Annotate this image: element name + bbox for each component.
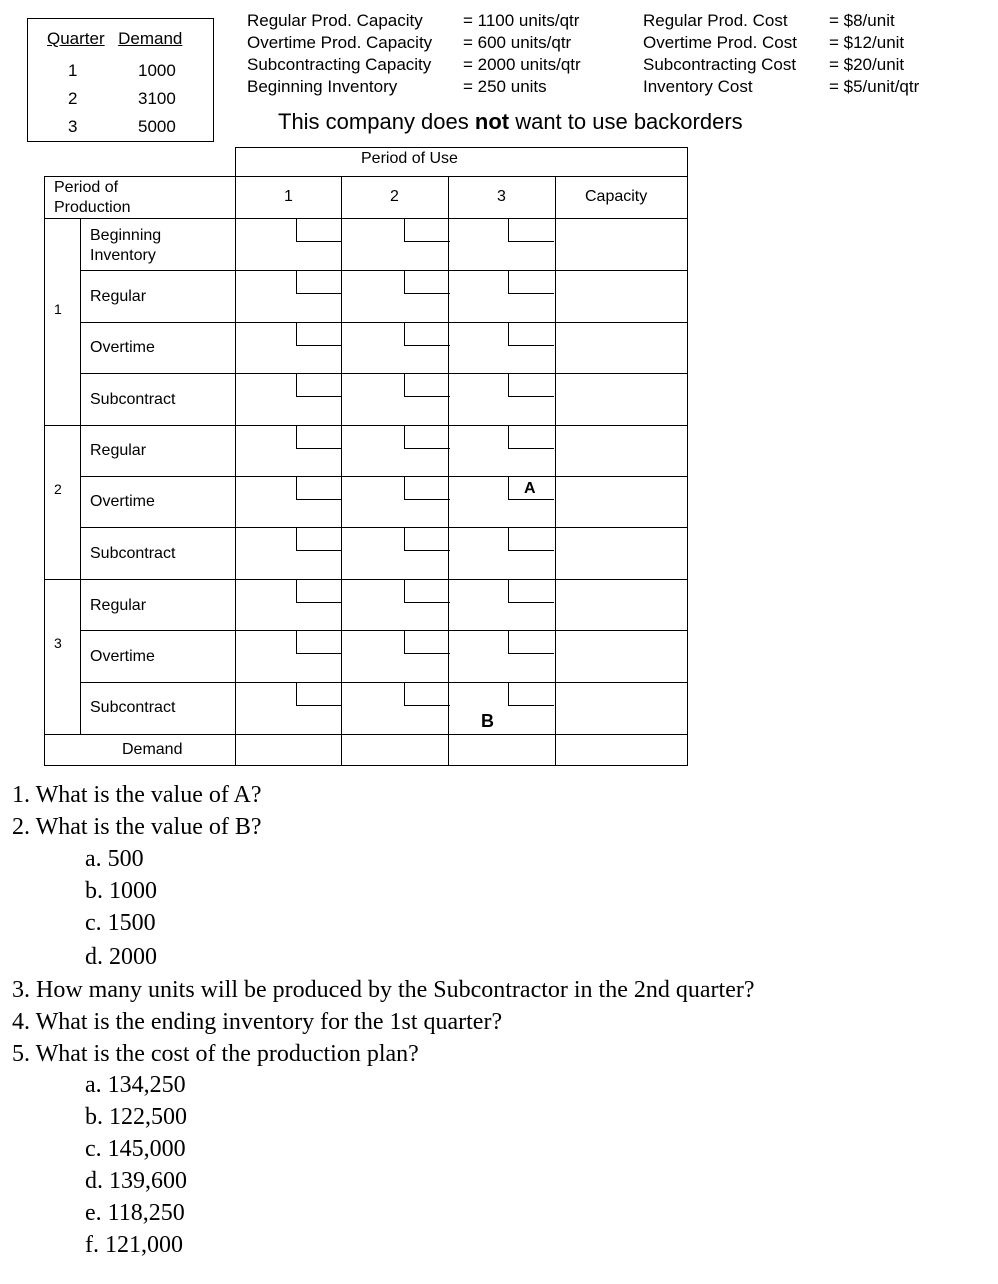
table-border: [44, 734, 688, 735]
table-border: [235, 147, 688, 148]
cost-value: = $8/unit: [829, 11, 895, 30]
table-border: [80, 476, 688, 477]
backorder-note: [278, 109, 743, 135]
table-border: [44, 425, 688, 426]
table-border: [235, 147, 236, 766]
answer-option: b. 1000: [85, 878, 157, 904]
period-number: 3: [54, 635, 62, 651]
period-of-use-header: Period of Use: [361, 150, 458, 167]
answer-option: c. 1500: [85, 910, 156, 936]
row-label-subcontract: Subcontract: [90, 699, 176, 716]
column-header: 3: [497, 188, 506, 205]
question-5: 5. What is the cost of the production plan?: [12, 1041, 419, 1067]
table-border: [448, 176, 449, 766]
unit-cost-box: [508, 631, 554, 654]
demand-cell: 3100: [138, 89, 176, 108]
cost-label: Overtime Prod. Cost: [643, 33, 797, 52]
cost-label: Subcontracting Cost: [643, 55, 797, 74]
unit-cost-box: [296, 374, 342, 397]
table-border: [80, 218, 81, 734]
period-of-production-header: Period of Production: [54, 179, 131, 216]
unit-cost-box: [296, 219, 342, 242]
unit-cost-box: [296, 426, 342, 449]
answer-option: a. 134,250: [85, 1072, 186, 1098]
unit-cost-box: [508, 683, 554, 706]
table-border: [44, 218, 688, 219]
table-border: [44, 176, 45, 766]
demand-cell: 5000: [138, 117, 176, 136]
cost-label: Regular Prod. Cost: [643, 11, 788, 30]
marker-a: A: [524, 480, 536, 497]
row-label-regular: Regular: [90, 288, 147, 305]
unit-cost-box: [296, 683, 342, 706]
capacity-value: = 600 units/qtr: [463, 33, 572, 52]
quarter-cell: 3: [68, 117, 78, 136]
unit-cost-box: [508, 426, 554, 449]
row-label-subcontract: Subcontract: [90, 391, 176, 408]
note-text: This company does: [278, 109, 475, 134]
answer-option: a. 500: [85, 846, 144, 872]
capacity-label: Regular Prod. Capacity: [247, 11, 423, 30]
cost-value: = $5/unit/qtr: [829, 77, 920, 96]
unit-cost-box: [508, 580, 554, 603]
unit-cost-box: [404, 477, 450, 500]
table-border: [80, 682, 688, 683]
capacity-header: Capacity: [585, 188, 648, 205]
demand-cell: 1000: [138, 61, 176, 80]
capacity-value: = 250 units: [463, 77, 547, 96]
row-label-overtime: Overtime: [90, 648, 155, 665]
table-border: [555, 176, 556, 766]
quarter-cell: 2: [68, 89, 78, 108]
column-header: 1: [284, 188, 293, 205]
capacity-value: = 2000 units/qtr: [463, 55, 581, 74]
note-bold: not: [474, 109, 510, 134]
unit-cost-box: [296, 271, 342, 294]
unit-cost-box: [508, 528, 554, 551]
column-header: 2: [390, 188, 399, 205]
answer-option: d. 139,600: [85, 1168, 187, 1194]
capacity-value: = 1100 units/qtr: [463, 11, 580, 30]
unit-cost-box: [296, 477, 342, 500]
table-border: [80, 322, 688, 323]
row-label-overtime: Overtime: [90, 493, 155, 510]
demand-row-label: Demand: [122, 741, 183, 758]
answer-option: b. 122,500: [85, 1104, 187, 1130]
table-border: [80, 630, 688, 631]
table-border: [341, 176, 342, 766]
unit-cost-box: [296, 580, 342, 603]
unit-cost-box: [404, 683, 450, 706]
unit-cost-box: [508, 271, 554, 294]
unit-cost-box: [296, 323, 342, 346]
cost-label: Inventory Cost: [643, 77, 753, 96]
answer-option: f. 121,000: [85, 1232, 183, 1258]
table-border: [687, 147, 688, 766]
unit-cost-box: [404, 374, 450, 397]
row-label-regular: Regular: [90, 442, 147, 459]
cost-value: = $12/unit: [829, 33, 905, 52]
unit-cost-box: [296, 528, 342, 551]
answer-option: e. 118,250: [85, 1200, 185, 1226]
row-label-subcontract: Subcontract: [90, 545, 176, 562]
demand-table: [27, 18, 214, 142]
unit-cost-box: [508, 323, 554, 346]
period-number: 1: [54, 301, 62, 317]
table-border: [80, 270, 688, 271]
cost-value: = $20/unit: [829, 55, 905, 74]
answer-option: d. 2000: [85, 944, 157, 970]
marker-b: B: [481, 711, 494, 731]
row-label-beginning-inventory: Beginning Inventory: [90, 227, 162, 264]
table-border: [44, 176, 688, 177]
unit-cost-box: [296, 631, 342, 654]
unit-cost-box: [404, 426, 450, 449]
row-label-regular: Regular: [90, 597, 147, 614]
note-text: want to use backorders: [509, 109, 743, 134]
quarter-cell: 1: [68, 61, 78, 80]
capacity-label: Subcontracting Capacity: [247, 55, 432, 74]
period-number: 2: [54, 481, 62, 497]
answer-option: c. 145,000: [85, 1136, 186, 1162]
table-border: [80, 527, 688, 528]
question-1: 1. What is the value of A?: [12, 782, 262, 808]
row-label-overtime: Overtime: [90, 339, 155, 356]
question-4: 4. What is the ending inventory for the 1st quarter?: [12, 1009, 503, 1035]
capacity-label: Overtime Prod. Capacity: [247, 33, 433, 52]
unit-cost-box: [404, 528, 450, 551]
table-border: [80, 373, 688, 374]
unit-cost-box: [404, 271, 450, 294]
question-2: 2. What is the value of B?: [12, 814, 262, 840]
unit-cost-box: [508, 374, 554, 397]
table-border: [44, 579, 688, 580]
question-3: 3. How many units will be produced by the Subcontractor in the 2nd quarter?: [12, 977, 755, 1003]
quarter-header: Quarter: [47, 29, 105, 48]
unit-cost-box: [404, 323, 450, 346]
table-border: [44, 765, 688, 766]
unit-cost-box: [404, 580, 450, 603]
demand-header: [47, 29, 182, 49]
unit-cost-box: [404, 631, 450, 654]
unit-cost-box: [508, 219, 554, 242]
demand-column-header: Demand: [118, 29, 183, 48]
unit-cost-box: [404, 219, 450, 242]
capacity-label: Beginning Inventory: [247, 77, 398, 96]
